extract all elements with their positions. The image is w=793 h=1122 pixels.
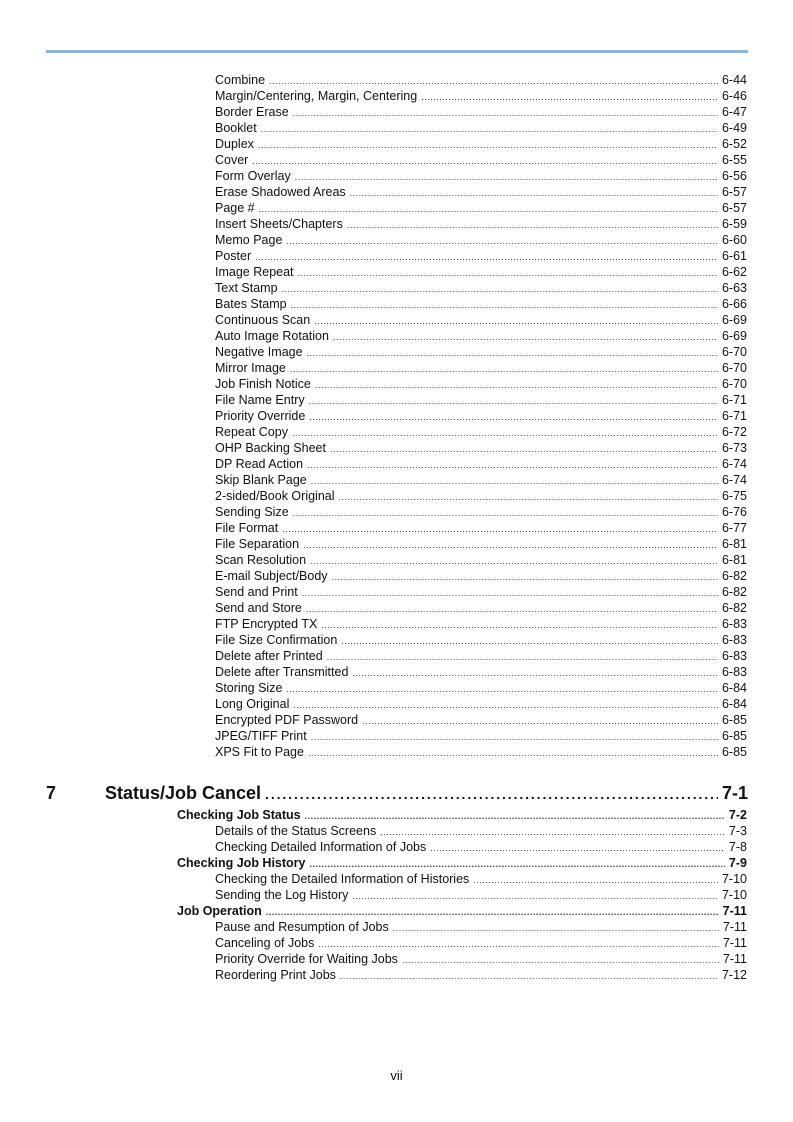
toc-entry[interactable] — [215, 136, 747, 152]
toc-label: Page # — [215, 201, 255, 215]
toc-entry[interactable] — [215, 216, 747, 232]
dot-leader — [292, 424, 718, 441]
toc-label: Delete after Transmitted — [215, 665, 349, 679]
toc-entry[interactable] — [215, 456, 747, 472]
dot-leader — [290, 360, 718, 377]
toc-entry[interactable] — [215, 104, 747, 120]
dot-leader — [309, 392, 718, 409]
dot-leader — [266, 903, 719, 920]
toc-entry[interactable] — [215, 312, 747, 328]
dot-leader — [352, 887, 718, 904]
toc-page-number: 6-72 — [721, 425, 747, 439]
chapter-title: Status/Job Cancel — [105, 783, 262, 803]
toc-label: Negative Image — [215, 345, 303, 359]
dot-leader — [298, 264, 718, 281]
toc-entry[interactable] — [215, 871, 747, 887]
toc-entry[interactable] — [215, 248, 747, 264]
dot-leader — [393, 919, 719, 936]
toc-page-number: 6-76 — [721, 505, 747, 519]
dot-leader — [321, 616, 718, 633]
toc-label: Send and Store — [215, 601, 302, 615]
toc-label: Job Operation — [177, 904, 262, 918]
toc-entry[interactable] — [215, 600, 747, 616]
toc-page-number: 6-75 — [721, 489, 747, 503]
toc-page-number: 7-9 — [728, 856, 747, 870]
toc-entry[interactable] — [215, 536, 747, 552]
toc-page-number: 6-83 — [721, 633, 747, 647]
toc-page-number: 6-81 — [721, 553, 747, 567]
toc-page-number: 7-11 — [722, 936, 747, 950]
toc-page-number: 6-44 — [721, 73, 747, 87]
toc-entry[interactable] — [215, 648, 747, 664]
toc-page-number: 6-47 — [721, 105, 747, 119]
dot-leader — [311, 472, 718, 489]
toc-entry[interactable] — [215, 568, 747, 584]
toc-label: Encrypted PDF Password — [215, 713, 359, 727]
dot-leader — [293, 696, 718, 713]
chapter-number: 7 — [46, 783, 57, 803]
toc-label: Priority Override for Waiting Jobs — [215, 952, 398, 966]
toc-page-number: 6-61 — [721, 249, 747, 263]
toc-page-number: 6-84 — [721, 697, 747, 711]
toc-label: Booklet — [215, 121, 257, 135]
toc-entry[interactable] — [215, 88, 747, 104]
toc-label: Job Finish Notice — [215, 377, 311, 391]
toc-label: Send and Print — [215, 585, 298, 599]
toc-label: Reordering Print Jobs — [215, 968, 336, 982]
toc-label: File Separation — [215, 537, 300, 551]
dot-leader — [333, 328, 718, 345]
toc-page-number: 6-49 — [721, 121, 747, 135]
toc-page-number: 6-69 — [721, 313, 747, 327]
dot-leader — [305, 807, 725, 824]
dot-leader — [350, 184, 718, 201]
toc-page-number: 6-85 — [721, 713, 747, 727]
toc-entry[interactable] — [215, 184, 747, 200]
toc-page-number: 6-57 — [721, 201, 747, 215]
toc-label: Border Erase — [215, 105, 289, 119]
toc-page-number: 7-11 — [722, 952, 747, 966]
dot-leader — [307, 456, 718, 473]
toc-entry[interactable] — [215, 680, 747, 696]
dot-leader — [310, 855, 725, 872]
dot-leader — [330, 440, 718, 457]
toc-page-number: 6-62 — [721, 265, 747, 279]
toc-label: XPS Fit to Page — [215, 745, 304, 759]
toc-label: DP Read Action — [215, 457, 304, 471]
toc-label: E-mail Subject/Body — [215, 569, 328, 583]
dot-leader — [269, 72, 718, 89]
dot-leader — [265, 783, 718, 804]
toc-entry[interactable] — [215, 887, 747, 903]
toc-label: Mirror Image — [215, 361, 286, 375]
toc-entry[interactable] — [215, 72, 747, 88]
toc-entry[interactable] — [215, 951, 747, 967]
toc-entry[interactable] — [215, 488, 747, 504]
page-number: vii — [390, 1068, 403, 1083]
toc-page-number: 6-59 — [721, 217, 747, 231]
toc-entry[interactable] — [215, 632, 747, 648]
toc-label: Checking Job Status — [177, 808, 301, 822]
toc-page-number: 6-70 — [721, 345, 747, 359]
toc-page-number: 6-55 — [721, 153, 747, 167]
toc-page-number: 7-8 — [728, 840, 747, 854]
toc-entry[interactable] — [215, 472, 747, 488]
toc-entry[interactable] — [215, 328, 747, 344]
toc-label: File Size Confirmation — [215, 633, 338, 647]
toc-label: Poster — [215, 249, 252, 263]
dot-leader — [291, 296, 718, 313]
toc-entry[interactable] — [215, 232, 747, 248]
toc-entry[interactable] — [215, 152, 747, 168]
dot-leader — [332, 568, 718, 585]
toc-entry[interactable] — [215, 696, 747, 712]
toc-label: File Name Entry — [215, 393, 305, 407]
toc-entry[interactable] — [215, 376, 747, 392]
toc-page-number: 6-73 — [721, 441, 747, 455]
toc-label: Storing Size — [215, 681, 283, 695]
dot-leader — [259, 200, 718, 217]
toc-label: Insert Sheets/Chapters — [215, 217, 343, 231]
chapter-heading[interactable] — [46, 783, 748, 807]
toc-label: Delete after Printed — [215, 649, 323, 663]
dot-leader — [310, 552, 718, 569]
toc-page-number: 6-63 — [721, 281, 747, 295]
toc-page-number: 6-57 — [721, 185, 747, 199]
dot-leader — [352, 664, 718, 681]
toc-page-number: 6-71 — [721, 409, 747, 423]
toc-page-number: 7-2 — [728, 808, 747, 822]
toc-label: Continuous Scan — [215, 313, 311, 327]
toc-entry[interactable] — [215, 264, 747, 280]
toc-section[interactable] — [177, 903, 747, 919]
toc-entry[interactable] — [215, 728, 747, 744]
dot-leader — [303, 536, 718, 553]
toc-page-number: 7-12 — [721, 968, 747, 982]
toc-entry[interactable] — [215, 744, 747, 760]
toc-page-number: 6-69 — [721, 329, 747, 343]
toc-page-number: 6-84 — [721, 681, 747, 695]
toc-entry[interactable] — [215, 120, 747, 136]
dot-leader — [309, 408, 718, 425]
dot-leader — [314, 312, 718, 329]
dot-leader — [318, 935, 719, 952]
toc-page-number: 6-83 — [721, 617, 747, 631]
toc-entry[interactable] — [215, 919, 747, 935]
toc-page-number: 6-70 — [721, 361, 747, 375]
toc-page-number: 7-3 — [728, 824, 747, 838]
dot-leader — [430, 839, 725, 856]
toc-entry[interactable] — [215, 392, 747, 408]
toc-entry[interactable] — [215, 440, 747, 456]
dot-leader — [315, 376, 718, 393]
dot-leader — [327, 648, 718, 665]
dot-leader — [293, 504, 718, 521]
dot-leader — [295, 168, 718, 185]
toc-label: Canceling of Jobs — [215, 936, 315, 950]
toc-label: JPEG/TIFF Print — [215, 729, 307, 743]
toc-page-number: 7-11 — [722, 920, 747, 934]
toc-entry[interactable] — [215, 552, 747, 568]
toc-label: Details of the Status Screens — [215, 824, 377, 838]
top-rule — [46, 50, 748, 53]
toc-label: Scan Resolution — [215, 553, 307, 567]
toc-page-number: 6-83 — [721, 665, 747, 679]
toc-page-number: 6-85 — [721, 745, 747, 759]
dot-leader — [306, 600, 718, 617]
dot-leader — [340, 967, 718, 984]
toc-label: Sending the Log History — [215, 888, 349, 902]
toc-label: Auto Image Rotation — [215, 329, 329, 343]
dot-leader — [286, 680, 718, 697]
toc-page-number: 6-74 — [721, 473, 747, 487]
toc-entry[interactable] — [215, 712, 747, 728]
dot-leader — [252, 152, 718, 169]
toc-page-number: 7-10 — [721, 888, 747, 902]
toc-page-number: 6-74 — [721, 457, 747, 471]
dot-leader — [293, 104, 718, 121]
toc-label: Text Stamp — [215, 281, 278, 295]
toc-page-number: 6-81 — [721, 537, 747, 551]
toc-entry[interactable] — [215, 520, 747, 536]
dot-leader — [307, 344, 718, 361]
toc-entry[interactable] — [215, 360, 747, 376]
dot-leader — [473, 871, 718, 888]
toc-label: Margin/Centering, Margin, Centering — [215, 89, 418, 103]
toc-label: Long Original — [215, 697, 290, 711]
toc-page-number: 6-71 — [721, 393, 747, 407]
toc-label: Form Overlay — [215, 169, 291, 183]
toc-label: Duplex — [215, 137, 254, 151]
toc-label: Skip Blank Page — [215, 473, 307, 487]
toc-page-number: 6-82 — [721, 601, 747, 615]
toc-entry[interactable] — [215, 168, 747, 184]
toc-entry[interactable] — [215, 616, 747, 632]
toc-entry[interactable] — [215, 408, 747, 424]
toc-page-number: 6-85 — [721, 729, 747, 743]
toc-page-number: 7-10 — [721, 872, 747, 886]
toc-label: Image Repeat — [215, 265, 294, 279]
toc-entry[interactable] — [215, 823, 747, 839]
toc-entry[interactable] — [215, 280, 747, 296]
toc-page-number: 7-11 — [722, 904, 747, 918]
toc-label: Pause and Resumption of Jobs — [215, 920, 389, 934]
dot-leader — [339, 488, 718, 505]
toc-entry[interactable] — [215, 664, 747, 680]
toc-page-number: 6-83 — [721, 649, 747, 663]
toc-page-number: 6-82 — [721, 585, 747, 599]
dot-leader — [308, 744, 718, 761]
toc-label: Checking Job History — [177, 856, 306, 870]
chapter-page: 7-1 — [721, 783, 748, 803]
dot-leader — [261, 120, 718, 137]
toc-label: Cover — [215, 153, 249, 167]
toc-label: Sending Size — [215, 505, 289, 519]
toc-entry[interactable] — [215, 935, 747, 951]
toc-label: File Format — [215, 521, 279, 535]
toc-label: 2-sided/Book Original — [215, 489, 335, 503]
toc-section[interactable] — [177, 807, 747, 823]
dot-leader — [402, 951, 719, 968]
toc-label: Checking Detailed Information of Jobs — [215, 840, 427, 854]
toc-entry[interactable] — [215, 200, 747, 216]
dot-leader — [362, 712, 718, 729]
toc-page-number: 6-60 — [721, 233, 747, 247]
dot-leader — [282, 520, 718, 537]
toc-label: Memo Page — [215, 233, 283, 247]
toc-page-number: 6-70 — [721, 377, 747, 391]
toc-entry[interactable] — [215, 424, 747, 440]
dot-leader — [302, 584, 718, 601]
toc-label: Priority Override — [215, 409, 306, 423]
dot-leader — [255, 248, 718, 265]
dot-leader — [421, 88, 718, 105]
toc-page-number: 6-82 — [721, 569, 747, 583]
dot-leader — [258, 136, 718, 153]
dot-leader — [347, 216, 718, 233]
dot-leader — [286, 232, 718, 249]
dot-leader — [282, 280, 718, 297]
toc-label: OHP Backing Sheet — [215, 441, 326, 455]
toc-entry[interactable] — [215, 296, 747, 312]
toc-entry[interactable] — [215, 584, 747, 600]
toc-label: Erase Shadowed Areas — [215, 185, 346, 199]
toc-entry[interactable] — [215, 504, 747, 520]
dot-leader — [341, 632, 718, 649]
toc-section[interactable] — [177, 855, 747, 871]
toc-label: Repeat Copy — [215, 425, 288, 439]
dot-leader — [311, 728, 718, 745]
dot-leader — [380, 823, 725, 840]
toc-label: Bates Stamp — [215, 297, 287, 311]
toc-label: FTP Encrypted TX — [215, 617, 318, 631]
toc-entry[interactable] — [215, 344, 747, 360]
toc-page-number: 6-66 — [721, 297, 747, 311]
toc-page-number: 6-52 — [721, 137, 747, 151]
toc-label: Checking the Detailed Information of Histories — [215, 872, 470, 886]
toc-entry[interactable] — [215, 967, 747, 983]
toc-label: Combine — [215, 73, 266, 87]
toc-entry[interactable] — [215, 839, 747, 855]
toc-page-number: 6-46 — [721, 89, 747, 103]
toc-page-number: 6-56 — [721, 169, 747, 183]
toc-page-number: 6-77 — [721, 521, 747, 535]
